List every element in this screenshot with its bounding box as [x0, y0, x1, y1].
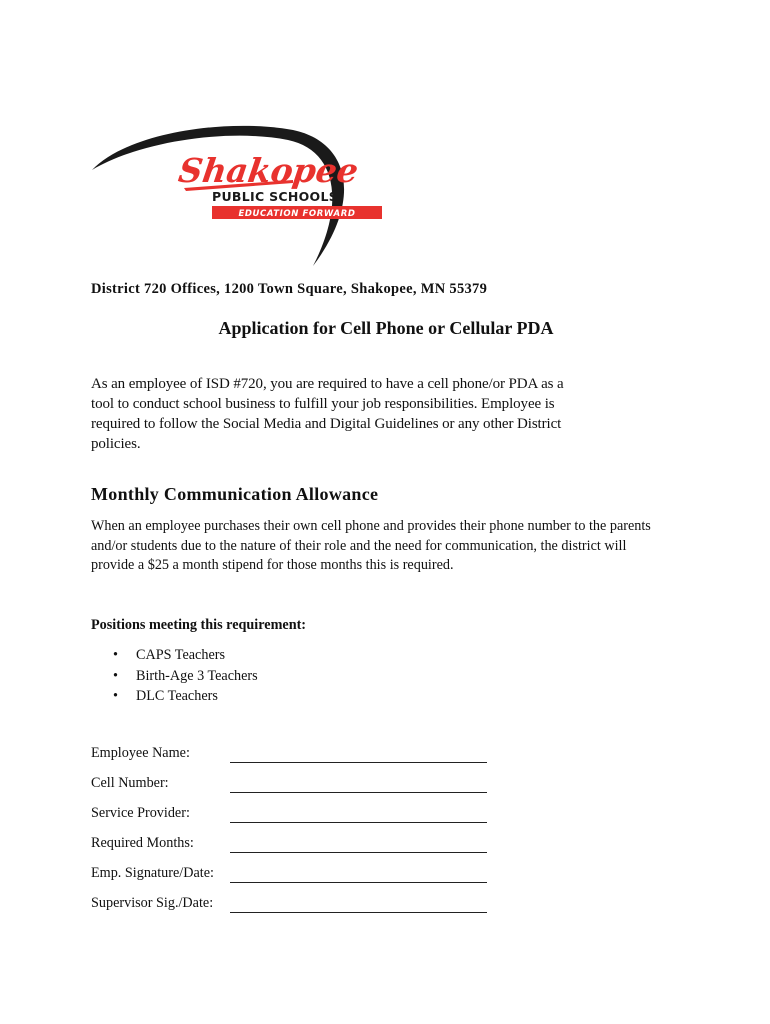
list-item — [113, 686, 258, 707]
logo-tagline: EDUCATION FORWARD — [238, 209, 356, 219]
employee-name-label: Employee Name: — [91, 745, 190, 761]
form-row-cell-number — [91, 775, 511, 805]
position-dlc-teachers: DLC Teachers — [136, 688, 218, 704]
district-address: District 720 Offices, 1200 Town Square, Shakopee, MN 55379 — [91, 281, 488, 297]
bullet-glyph: • — [113, 667, 118, 684]
position-birth-age-3-teachers: Birth-Age 3 Teachers — [136, 667, 258, 684]
intro-paragraph: As an employee of ISD #720, you are required to have a cell phone/or PDA as a tool to conduct school business to fulfill your job responsibilities. Employee is required to follow the Social Media and Digital Guidelines or any other District policies. — [91, 376, 564, 452]
form-row-service-provider — [91, 805, 511, 835]
application-form — [91, 745, 511, 925]
bullet-glyph: • — [113, 688, 118, 704]
positions-label: Positions meeting this requirement: — [91, 617, 307, 633]
list-item — [113, 666, 258, 687]
service-provider-label: Service Provider: — [91, 805, 190, 821]
form-row-supervisor-signature — [91, 895, 511, 925]
cell-number-label: Cell Number: — [91, 775, 169, 791]
document-title: Application for Cell Phone or Cellular PDA — [218, 318, 554, 338]
employee-signature-label: Emp. Signature/Date: — [91, 865, 214, 881]
form-row-employee-name — [91, 745, 511, 775]
positions-list — [113, 645, 258, 707]
supervisor-signature-label: Supervisor Sig./Date: — [91, 895, 214, 911]
allowance-paragraph: When an employee purchases their own cell phone and provides their phone number to the parents and/or students due to the nature of their role and the need for communication, the district will provide a $25 a month stipend for those months this is required. — [91, 518, 651, 573]
employee-name-field[interactable] — [230, 762, 487, 763]
form-row-employee-signature — [91, 865, 511, 895]
service-provider-field[interactable] — [230, 822, 487, 823]
logo-graphic — [88, 120, 388, 270]
supervisor-signature-field[interactable] — [230, 912, 487, 913]
logo-name-bottom: PUBLIC SCHOOLS — [212, 189, 339, 204]
employee-signature-field[interactable] — [230, 882, 487, 883]
logo-name-top: Shakopee — [176, 151, 361, 190]
allowance-heading: Monthly Communication Allowance — [91, 484, 379, 504]
required-months-label: Required Months: — [91, 835, 194, 851]
form-row-required-months — [91, 835, 511, 865]
cell-number-field[interactable] — [230, 792, 487, 793]
bullet-glyph: • — [113, 647, 118, 663]
position-caps-teachers: CAPS Teachers — [136, 647, 225, 663]
list-item — [113, 645, 258, 666]
shakopee-logo — [88, 120, 388, 270]
required-months-field[interactable] — [230, 852, 487, 853]
